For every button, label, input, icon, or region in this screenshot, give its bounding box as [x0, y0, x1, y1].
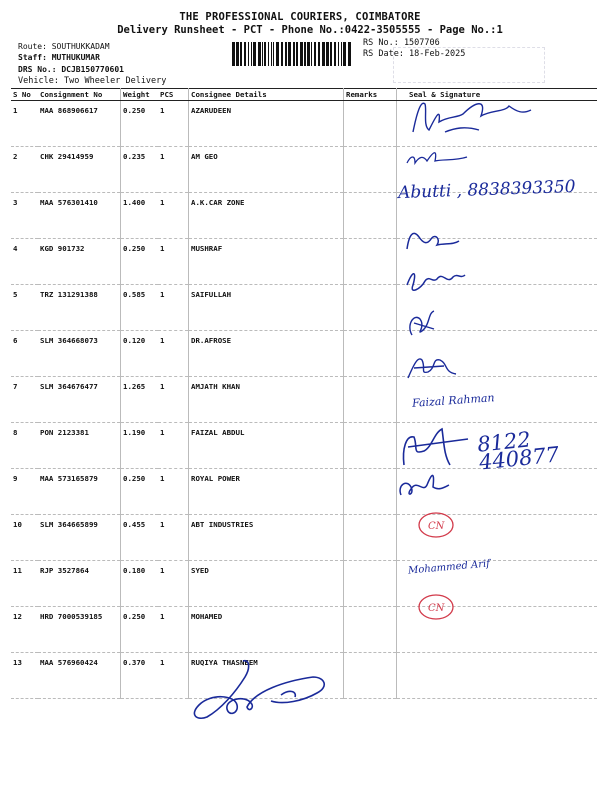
cell-sno: 5: [11, 285, 38, 331]
cell-consignee-details: FAIZAL ABDUL: [189, 423, 344, 469]
cell-weight: 1.265: [121, 377, 159, 423]
cell-remarks: [344, 331, 397, 377]
table-row: [11, 285, 597, 331]
cell-consignment-no: SLM 364676477: [38, 377, 121, 423]
cell-weight: 0.250: [121, 469, 159, 515]
cell-remarks: [344, 653, 397, 699]
cell-consignee-details: ROYAL POWER: [189, 469, 344, 515]
signature-row2: [405, 145, 475, 170]
drs-number: DRS No.: DCJB150770601: [18, 65, 124, 74]
rs-date: RS Date: 18-Feb-2025: [363, 49, 466, 59]
cell-consignment-no: MAA 576301410: [38, 193, 121, 239]
cell-sno: 6: [11, 331, 38, 377]
cell-remarks: [344, 239, 397, 285]
barcode: [232, 42, 354, 66]
cell-consignment-no: KGD 901732: [38, 239, 121, 285]
cell-pcs: 1: [158, 377, 189, 423]
handwriting-row9: 8122 440877: [476, 427, 561, 475]
signature-row7: [404, 350, 464, 382]
signature-row10: [395, 465, 455, 500]
cell-weight: 1.400: [121, 193, 159, 239]
cell-sno: 1: [11, 101, 38, 147]
cell-consignment-no: RJP 3527864: [38, 561, 121, 607]
cell-remarks: [344, 469, 397, 515]
cell-seal-signature: [397, 653, 598, 699]
cell-sno: 8: [11, 423, 38, 469]
staff-label: Staff: MUTHUKUMAR: [18, 53, 100, 62]
cell-remarks: [344, 377, 397, 423]
cell-consignment-no: PON 2123381: [38, 423, 121, 469]
cn-stamp-row13: [416, 592, 456, 622]
cell-consignment-no: MAA 573165879: [38, 469, 121, 515]
cell-remarks: [344, 423, 397, 469]
cell-sno: 12: [11, 607, 38, 653]
cell-consignee-details: A.K.CAR ZONE: [189, 193, 344, 239]
route-label: Route: SOUTHUKKADAM: [18, 42, 110, 51]
vehicle-label: Vehicle: Two Wheeler Delivery: [18, 76, 167, 86]
table-row: [11, 607, 597, 653]
cell-weight: 0.585: [121, 285, 159, 331]
cell-weight: 0.180: [121, 561, 159, 607]
table-row: [11, 239, 597, 285]
table-row: [11, 193, 597, 239]
cell-weight: 0.250: [121, 607, 159, 653]
cell-remarks: [344, 285, 397, 331]
cell-pcs: 1: [158, 515, 189, 561]
cell-remarks: [344, 101, 397, 147]
cell-pcs: 1: [158, 285, 189, 331]
runsheet-title: Delivery Runsheet - PCT - Phone No.:0422-3505555 - Page No.:1: [117, 24, 503, 36]
handwriting-row12: Mohammed Arif: [407, 558, 491, 577]
cell-consignee-details: ABT INDUSTRIES: [189, 515, 344, 561]
cn-stamp-row11: [416, 510, 456, 540]
col-seal-signature: Seal & Signature: [397, 89, 598, 101]
cell-weight: 0.370: [121, 653, 159, 699]
table-row: [11, 377, 597, 423]
table-row: [11, 515, 597, 561]
cell-weight: 1.190: [121, 423, 159, 469]
cell-sno: 9: [11, 469, 38, 515]
cell-remarks: [344, 561, 397, 607]
cell-pcs: 1: [158, 147, 189, 193]
cell-remarks: [344, 193, 397, 239]
cell-pcs: 1: [158, 331, 189, 377]
cell-remarks: [344, 515, 397, 561]
cell-consignee-details: AM GEO: [189, 147, 344, 193]
signature-row5: [403, 265, 468, 297]
cell-pcs: 1: [158, 469, 189, 515]
col-sno: S No: [11, 89, 38, 101]
cn-text-row13: CN: [428, 603, 445, 614]
cell-consignee-details: SYED: [189, 561, 344, 607]
cell-consignee-details: MUSHRAF: [189, 239, 344, 285]
company-title: THE PROFESSIONAL COURIERS, COIMBATORE: [179, 11, 421, 23]
cell-sno: 7: [11, 377, 38, 423]
cell-pcs: 1: [158, 653, 189, 699]
cn-text-row11: CN: [428, 521, 445, 532]
col-pcs: PCS: [158, 89, 189, 101]
cell-sno: 2: [11, 147, 38, 193]
cell-consignee-details: SAIFULLAH: [189, 285, 344, 331]
cell-weight: 0.120: [121, 331, 159, 377]
cell-pcs: 1: [158, 193, 189, 239]
col-remarks: Remarks: [344, 89, 397, 101]
cell-consignee-details: MOHAMED: [189, 607, 344, 653]
cell-sno: 4: [11, 239, 38, 285]
staff-signature: [185, 655, 335, 725]
cell-consignment-no: TRZ 131291388: [38, 285, 121, 331]
handwriting-row3: Abutti , 8838393350: [397, 176, 576, 204]
table-row: [11, 469, 597, 515]
cell-consignment-no: CHK 29414959: [38, 147, 121, 193]
cell-sno: 11: [11, 561, 38, 607]
col-weight: Weight: [121, 89, 159, 101]
cell-pcs: 1: [158, 561, 189, 607]
signature-row6: [404, 307, 444, 339]
table-row: [11, 331, 597, 377]
cell-pcs: 1: [158, 239, 189, 285]
table-row: [11, 561, 597, 607]
cell-consignment-no: SLM 364665899: [38, 515, 121, 561]
cell-sno: 3: [11, 193, 38, 239]
faint-stamp: [393, 47, 545, 83]
cell-weight: 0.250: [121, 239, 159, 285]
cell-weight: 0.235: [121, 147, 159, 193]
cell-sno: 10: [11, 515, 38, 561]
cell-consignee-details: DR.AFROSE: [189, 331, 344, 377]
signature-row9: [398, 425, 478, 470]
cell-pcs: 1: [158, 423, 189, 469]
cell-weight: 0.250: [121, 101, 159, 147]
cell-consignment-no: MAA 576960424: [38, 653, 121, 699]
cell-pcs: 1: [158, 101, 189, 147]
cell-consignment-no: MAA 868906617: [38, 101, 121, 147]
cell-consignee-details: AMJATH KHAN: [189, 377, 344, 423]
cell-weight: 0.455: [121, 515, 159, 561]
cell-remarks: [344, 607, 397, 653]
signature-row1: [405, 92, 555, 137]
cell-consignee-details: AZARUDEEN: [189, 101, 344, 147]
cell-consignment-no: HRD 7000539185: [38, 607, 121, 653]
cell-remarks: [344, 147, 397, 193]
cell-pcs: 1: [158, 607, 189, 653]
col-consignee-details: Consignee Details: [189, 89, 344, 101]
rs-number: RS No.: 1507706: [363, 38, 440, 48]
cell-sno: 13: [11, 653, 38, 699]
signature-row4: [403, 225, 463, 253]
cell-consignment-no: SLM 364668073: [38, 331, 121, 377]
handwriting-row8: Faizal Rahman: [411, 391, 495, 410]
col-consignment: Consignment No: [38, 89, 121, 101]
cell-consignee-details: RUQIYA THASNEEM: [189, 653, 344, 699]
